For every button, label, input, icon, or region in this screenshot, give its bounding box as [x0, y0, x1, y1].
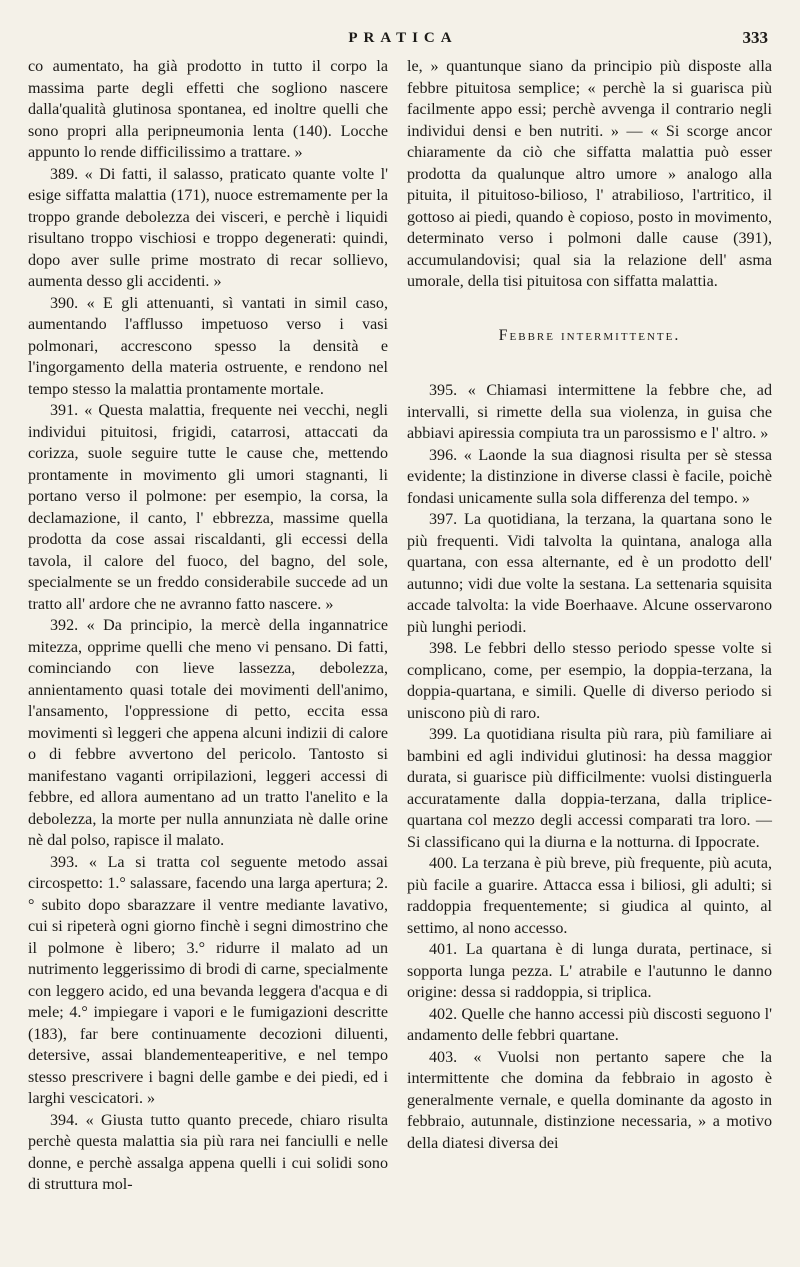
- paragraph-397: 397. La quotidiana, la terzana, la quartana sono le più frequenti. Vidi talvolta la quintana, analoga alla quartana, con essa alternante, ed è un prodotto dell' autunno; vidi due volte la sestana. La settenaria squisita accade talvolta: la vide Boerhaave. Alcune osservarono più lunghi periodi.: [407, 511, 772, 636]
- paragraph-392: 392. « Da principio, la mercè della ingannatrice mitezza, opprime quelli che meno vi pensano. Di fatti, cominciando con lieve lassezza, debolezza, annientamento quasi totale dei movimenti dell'animo, l'ansamento, l'oppressione di petto, eccita essa movimenti sì leggeri che appena alcuni indizii di calore o di febbre avvertono del pericolo. Tantosto si manifestano vaganti orripilazioni, leggeri accessi di febbre, ed allora aumentano ad un tratto l'anelito e la debolezza, la morte per nulla annunziata nè dalle orine nè dal polso, rapisce il malato.: [28, 617, 388, 849]
- right-column: [407, 56, 772, 1154]
- section-heading: Febbre intermittente.: [498, 326, 681, 344]
- paragraph-391: 391. « Questa malattia, frequente nei vecchi, negli individui pituitosi, frigidi, catarrosi, attaccati da corizza, suole seguire tutte le cause che, mettendo prontamente in movimento gli umori stagnanti, li portano verso il polmone: per esempio, la corsa, la declamazione, il canto, l' ebbrezza, massime quella prodotta da cose assai riscaldanti, gli eccessi della tavola, il calore del fuoco, del bagno, del sole, specialmente se un freddo considerabile succede ad un tratto all' ardore che ne avranno fatto nascere. »: [28, 402, 388, 613]
- page-number: 333: [742, 28, 768, 47]
- paragraph-393: 393. « La si tratta col seguente metodo assai circospetto: 1.° salassare, facendo una larga apertura; 2.° subito dopo sbarazzare il ventre mediante lavativo, cui si ripeterà ogni giorno finchè i segni dimostrino che il polmone è libero; 3.° ridurre il malato ad un nutrimento leggerissimo di brodi di carne, specialmente con leggero acido, ed una bevanda leggera d'acqua e di mele; 4.° impiegare i vapori e le fumigazioni descritte (183), far bere continuamente decozioni diluenti, detersive, assai blandementeaperitive, e nel tempo stesso prescrivere i bagni delle gambe e dei piedi, ed i larghi vescicatori. »: [28, 853, 388, 1107]
- paragraph-389: 389. « Di fatti, il salasso, praticato quante volte l' esige siffatta malattia (171), nuoce estremamente per la troppo grande debolezza dei visceri, e perchè i liquidi risultano troppo vischiosi e troppo degenerati: quindi, dopo aver sulle prime mostrato di recar sollievo, aumenta desso gli accidenti. »: [28, 165, 388, 290]
- paragraph-continued-right: le, » quantunque siano da principio più disposte alla febbre pituitosa semplice; « perchè la si guarisca più facilmente appo essi; perchè avvenga il contrario negli individui densi e ben nutriti. » — « Si scorge ancor chiaramente da ciò che siffatta malattia può esser prodotta da qualunque altro umore » analogo alla pituita, il pituitoso-bilioso, l' atrabilioso, l'artritico, il gottoso ai piedi, quando è copioso, posto in movimento, determinato verso i polmoni dalle cause (391), accumulandovisi; qual sia la relazione dell' asma umorale, della tisi pituitosa con siffatta malattia.: [407, 58, 772, 290]
- paragraph-395: 395. « Chiamasi intermittene la febbre che, ad intervalli, si rimette della sua violenza, in guisa che abbiavi apiressia compiuta tra un parossismo e l' altro. »: [407, 382, 772, 442]
- paragraph-398: 398. Le febbri dello stesso periodo spesse volte si complicano, come, per esempio, la doppia-terzana, la doppia-quartana, e simili. Quelle di diverso periodo si uniscono più di raro.: [407, 640, 772, 722]
- paragraph-402: 402. Quelle che hanno accessi più discosti seguono l' andamento delle febbri quartane.: [407, 1005, 772, 1044]
- paragraph-continued: co aumentato, ha già prodotto in tutto il corpo la massima parte degli effetti che sogliono nascere dalla'qualità glutinosa spontanea, ed inoltre quelli che sono propri alla peripneumonia lenta (140). Locche appunto lo rende difficilissimo a trattare. »: [28, 58, 388, 161]
- paragraph-396: 396. « Laonde la sua diagnosi risulta per sè stessa evidente; la distinzione in diverse classi è facile, poichè fondasi unicamente sulla sola differenza del tempo. »: [407, 446, 772, 507]
- running-head: PRATICA: [348, 30, 458, 46]
- paragraph-400: 400. La terzana è più breve, più frequente, più acuta, più facile a guarire. Attacca essa i biliosi, gli adulti; si raddoppia frequentemente; si giudica al quinto, al settimo, al nono accesso.: [407, 855, 772, 937]
- paragraph-403: 403. « Vuolsi non pertanto sapere che la intermittente che domina da febbraio in agosto è generalmente vernale, e quella dominante da agosto in febbraio, autunnale, distinzione necessaria, » a motivo della diatesi diversa dei: [407, 1048, 772, 1152]
- paragraph-394: 394. « Giusta tutto quanto precede, chiaro risulta perchè questa malattia sia più rara nei fanciulli e nelle donne, e perchè assalga appena quelli i cui solidi sono di struttura mol-: [28, 1111, 388, 1193]
- paragraph-399: 399. La quotidiana risulta più rara, più familiare ai bambini ed agli individui glutinosi: ha dessa maggior durata, si guarisce più difficilmente: vuolsi distinguerla accuratamente dalla doppia-terzana, dalla triplice-quartana col mezzo degli accessi comparati tra loro. — Si classificano qui la diurna e la notturna. di Ippocrate.: [407, 726, 772, 851]
- paragraph-401: 401. La quartana è di lunga durata, pertinace, si sopporta lunga pezza. L' atrabile e l'autunno le danno origine: dessa si raddoppia, si triplica.: [407, 941, 772, 1001]
- page-header: [38, 30, 768, 58]
- paragraph-390: 390. « E gli attenuanti, sì vantati in simil caso, aumentando l'afflusso impetuoso verso i vasi polmonari, accrescono spesso la densità e l'ingorgamento della materia ostruente, e rendono nel tempo stesso la malattia prontamente mortale.: [28, 294, 388, 398]
- left-column: [28, 56, 388, 1196]
